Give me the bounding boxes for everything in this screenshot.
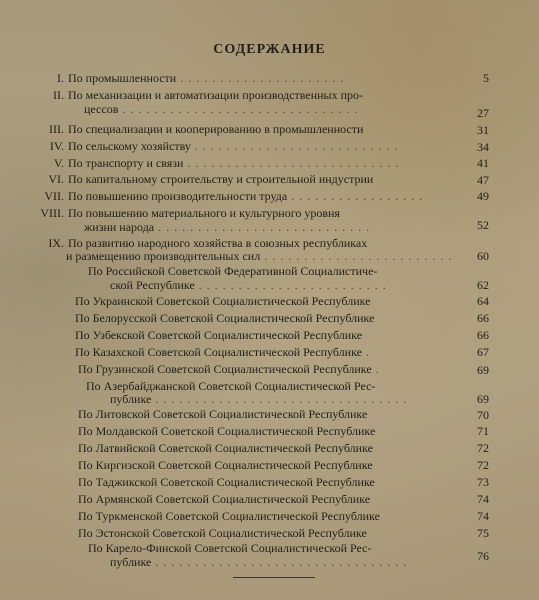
toc-subentry-cont: ской Республике . . . . . . . . . . . . . . . . . . . . . . . . — [110, 278, 387, 292]
toc-subentry — [78, 493, 370, 506]
toc-entry-title: По сельскому хозяйству — [68, 139, 191, 153]
toc-entry-title-continued: и размещению производительных сил — [66, 249, 261, 263]
toc-subentry — [75, 329, 362, 342]
toc-subentry-title: По Молдавской Советской Социалистической Республике — [78, 424, 376, 438]
toc-subentry — [78, 408, 367, 421]
toc-subentry-page: 70 — [477, 408, 489, 422]
toc-subentry-title-continued: публике — [110, 392, 152, 406]
toc-entry-title: По повышению производительности труда — [68, 189, 288, 203]
toc-subentry-page: 69 — [477, 363, 489, 377]
toc-entry-1: I. По промышленности . . . . . . . . . . . . . . . . . . . . . — [38, 72, 478, 85]
toc-subentry — [78, 510, 380, 523]
toc-entry-4: IV. По сельскому хозяйству . . . . . . . . . . . . . . . . . . . . . . . . . . — [38, 140, 399, 153]
toc-entry-number: V. — [53, 156, 64, 170]
page-title: СОДЕРЖАНИЕ — [213, 42, 326, 57]
toc-subentry-page: 71 — [477, 424, 489, 438]
toc-subentry-page: 75 — [477, 526, 489, 540]
toc-subentry — [88, 542, 372, 555]
toc-subentry-title: По Туркменской Советской Социалистической Республике — [78, 509, 380, 523]
toc-entry-page: 31 — [477, 123, 489, 137]
toc-subentry-title: По Казахской Советской Социалистической Республике — [75, 345, 362, 359]
toc-entry-number: IV. — [49, 139, 64, 153]
toc-entry-number: VI. — [48, 172, 64, 186]
toc-subentry-page: 74 — [477, 509, 489, 523]
toc-entry-8 — [38, 207, 340, 220]
toc-entry-8-cont: жизни народа . . . . . . . . . . . . . . . . . . . . . . . . . . . — [84, 220, 371, 234]
toc-entry-title: По повышению материального и культурного уровня — [68, 206, 340, 220]
toc-entry-number: IX. — [48, 236, 64, 250]
toc-entry-page: 5 — [483, 71, 489, 85]
toc-entry-title: По промышленности — [68, 71, 177, 85]
toc-entry-number: III. — [49, 122, 64, 136]
toc-entry-page: 34 — [477, 140, 489, 154]
toc-subentry-title: По Узбекской Советской Социалистической Республике — [75, 328, 363, 342]
toc-subentry — [78, 442, 373, 455]
toc-entry-title: По транспорту и связи — [68, 156, 184, 170]
toc-subentry — [78, 459, 373, 472]
toc-entry-2 — [38, 89, 363, 102]
toc-subentry-page: 62 — [477, 278, 489, 292]
toc-subentry-title-continued: ской Республике — [110, 278, 195, 292]
toc-entry-page: 27 — [477, 106, 489, 120]
toc-entry-title: По механизации и автоматизации производственных про- — [68, 88, 364, 102]
toc-subentry-title: По Литовской Советской Социалистической Республике — [78, 407, 368, 421]
toc-subentry — [75, 295, 370, 308]
toc-entry-number: VIII. — [40, 206, 64, 220]
toc-subentry-page: 76 — [477, 549, 489, 563]
toc-subentry-title: По Азербайджанской Советской Социалистической Рес- — [86, 379, 376, 393]
toc-subentry-page: 74 — [477, 492, 489, 506]
toc-subentry-title: По Латвийской Советской Социалистической Республике — [78, 441, 373, 455]
toc-subentry: По Казахской Советской Социалистической Республике . — [75, 345, 370, 359]
toc-subentry — [78, 476, 375, 489]
toc-entry-title: По специализации и кооперированию в промышленности — [68, 122, 364, 136]
toc-entry-page: 49 — [477, 189, 489, 203]
toc-subentry-page: 64 — [477, 294, 489, 308]
toc-subentry-title: По Армянской Советской Социалистической Республике — [78, 492, 371, 506]
toc-entry-2-cont: цессов . . . . . . . . . . . . . . . . . . . . . . . . . . . . . . — [84, 102, 359, 116]
toc-subentry-page: 73 — [477, 475, 489, 489]
toc-entry-number: I. — [57, 71, 64, 85]
toc-entry-number: VII. — [44, 189, 64, 203]
toc-entry-3 — [38, 123, 363, 136]
toc-entry-title-continued: жизни народа — [84, 220, 155, 234]
toc-subentry-page: 72 — [477, 441, 489, 455]
toc-subentry-cont: публике . . . . . . . . . . . . . . . . . . . . . . . . . . . . . . . . — [110, 392, 408, 406]
toc-subentry-title: По Карело-Финской Советской Социалистической Рес- — [88, 541, 372, 555]
toc-subentry-page: 66 — [477, 328, 489, 342]
toc-subentry-title: По Эстонской Советской Социалистической Республике — [78, 526, 367, 540]
toc-subentry-page: 69 — [477, 392, 489, 406]
toc-subentry-title-continued: публике — [110, 555, 152, 569]
toc-subentry-title: По Украинской Советской Социалистической Республике — [75, 294, 371, 308]
toc-entry-title: По капитальному строительству и строительной индустрии — [68, 172, 374, 186]
toc-entry-title-continued: цессов — [84, 102, 119, 116]
toc-entry-9-cont: и размещению производительных сил . . . . . . . . . . . . . . . . . . . . . . . . — [66, 249, 453, 263]
toc-subentry — [78, 425, 375, 438]
toc-subentry-page: 72 — [477, 458, 489, 472]
toc-subentry — [88, 265, 377, 278]
toc-subentry-cont: публике . . . . . . . . . . . . . . . . . . . . . . . . . . . . . . . . — [110, 555, 408, 569]
toc-entry-page: 60 — [477, 249, 489, 263]
toc-subentry-page: 66 — [477, 311, 489, 325]
toc-entry-5: V. По транспорту и связи . . . . . . . . . . . . . . . . . . . . . . . . . . . — [38, 157, 399, 170]
toc-subentry-title: По Российской Советской Федеративной Социалистиче- — [88, 264, 378, 278]
toc-entry-title: По развитию народного хозяйства в союзных республиках — [68, 236, 368, 250]
toc-entry-number: II. — [53, 88, 64, 102]
toc-entry-page: 41 — [477, 156, 489, 170]
toc-subentry-title: По Киргизской Советской Социалистической Республике — [78, 458, 373, 472]
toc-subentry-title: По Таджикской Советской Социалистической Республике — [78, 475, 375, 489]
toc-entry-6 — [38, 173, 373, 186]
toc-entry-page: 47 — [477, 173, 489, 187]
toc-entry-page: 52 — [477, 218, 489, 232]
toc-subentry-page: 67 — [477, 345, 489, 359]
toc-subentry — [75, 312, 374, 325]
toc-subentry: По Грузинской Советской Социалистической Республике . — [78, 362, 380, 376]
bottom-rule — [233, 577, 315, 578]
toc-subentry — [78, 527, 367, 540]
toc-subentry-title: По Белорусской Советской Социалистической Республике — [75, 311, 375, 325]
toc-subentry-title: По Грузинской Советской Социалистической Республике — [78, 362, 372, 376]
toc-entry-7: VII. По повышению производительности труда . . . . . . . . . . . . . . . . . — [38, 190, 423, 203]
